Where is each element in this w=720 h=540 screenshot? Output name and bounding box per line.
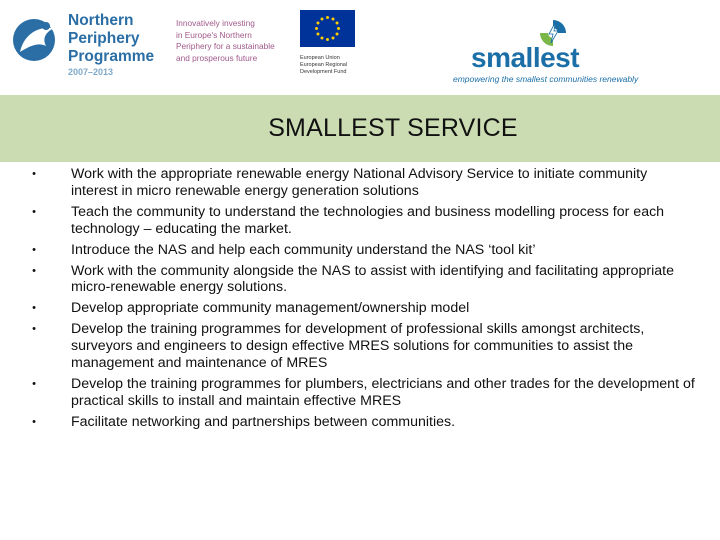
eu-flag-icon bbox=[300, 10, 355, 47]
list-item bbox=[25, 263, 695, 297]
list-item bbox=[25, 414, 695, 431]
bullet-icon: • bbox=[32, 302, 36, 315]
list-item bbox=[25, 204, 695, 238]
list-item bbox=[25, 300, 695, 317]
bullet-icon: • bbox=[32, 205, 36, 218]
eu-star-icon bbox=[336, 22, 339, 25]
eu-logo bbox=[300, 10, 355, 82]
eu-star-icon bbox=[326, 16, 329, 19]
eu-star-icon bbox=[321, 17, 324, 20]
service-list-section bbox=[25, 166, 695, 435]
bird-icon bbox=[12, 12, 64, 70]
list-item bbox=[25, 242, 695, 259]
eu-star-icon bbox=[316, 33, 319, 36]
bullet-icon: • bbox=[32, 323, 36, 336]
list-item-text: Facilitate networking and partnerships between communities. bbox=[71, 413, 456, 430]
bullet-icon: • bbox=[32, 415, 36, 428]
list-item-text: Develop the training programmes for development of professional skills amongst architects, surveyors and engineers to design effective MRES solutions for communities to assist the management and maintenance of MRES bbox=[71, 321, 645, 372]
page-title: SMALLEST SERVICE bbox=[268, 114, 518, 142]
list-item-text: Work with the appropriate renewable energy National Advisory Service to initiate community interest in micro renewable energy generation solutions bbox=[71, 166, 648, 199]
eu-star-icon bbox=[336, 33, 339, 36]
list-item-text: Work with the community alongside the NAS to assist with identifying and facilitating appropriate micro-renewable energy solutions. bbox=[71, 262, 675, 296]
northern-periphery-programme-logo bbox=[12, 10, 162, 82]
npp-name: Northern Periphery Programme bbox=[68, 12, 155, 65]
bullet-icon: • bbox=[32, 377, 36, 390]
list-item-text: Develop appropriate community management/ownership model bbox=[71, 300, 470, 317]
service-list bbox=[25, 166, 695, 431]
list-item bbox=[25, 166, 695, 200]
list-item bbox=[25, 321, 695, 372]
list-item bbox=[25, 376, 695, 410]
npp-tagline: Innovatively investing in Europe's Northern Periphery for a sustainable and prosperous future bbox=[176, 18, 275, 63]
logo-header bbox=[0, 0, 720, 95]
title-band bbox=[0, 95, 720, 162]
eu-star-icon bbox=[326, 38, 329, 41]
smallest-tagline: empowering the smallest communities renewably bbox=[453, 74, 639, 84]
bullet-icon: • bbox=[32, 168, 36, 180]
eu-star-icon bbox=[321, 37, 324, 40]
list-item-text: Develop the training programmes for plumbers, electricians and other trades for the development of practical skills to install and maintain effective MRES bbox=[71, 375, 695, 409]
list-item-text: Teach the community to understand the technologies and business modelling process for each technology – educating the market. bbox=[71, 203, 665, 237]
eu-star-icon bbox=[332, 17, 335, 20]
eu-star-icon bbox=[337, 27, 340, 30]
npp-years: 2007–2013 bbox=[68, 67, 114, 77]
eu-star-icon bbox=[332, 37, 335, 40]
smallest-wordmark: smallest bbox=[471, 42, 580, 73]
bullet-icon: • bbox=[32, 264, 36, 277]
eu-star-icon bbox=[315, 27, 318, 30]
eu-star-icon bbox=[316, 22, 319, 25]
smallest-logo bbox=[448, 18, 648, 88]
list-item-text: Introduce the NAS and help each community understand the NAS ‘tool kit’ bbox=[71, 241, 536, 258]
bullet-icon: • bbox=[32, 243, 36, 256]
eu-caption: European Union European Regional Development Fund bbox=[300, 55, 348, 75]
